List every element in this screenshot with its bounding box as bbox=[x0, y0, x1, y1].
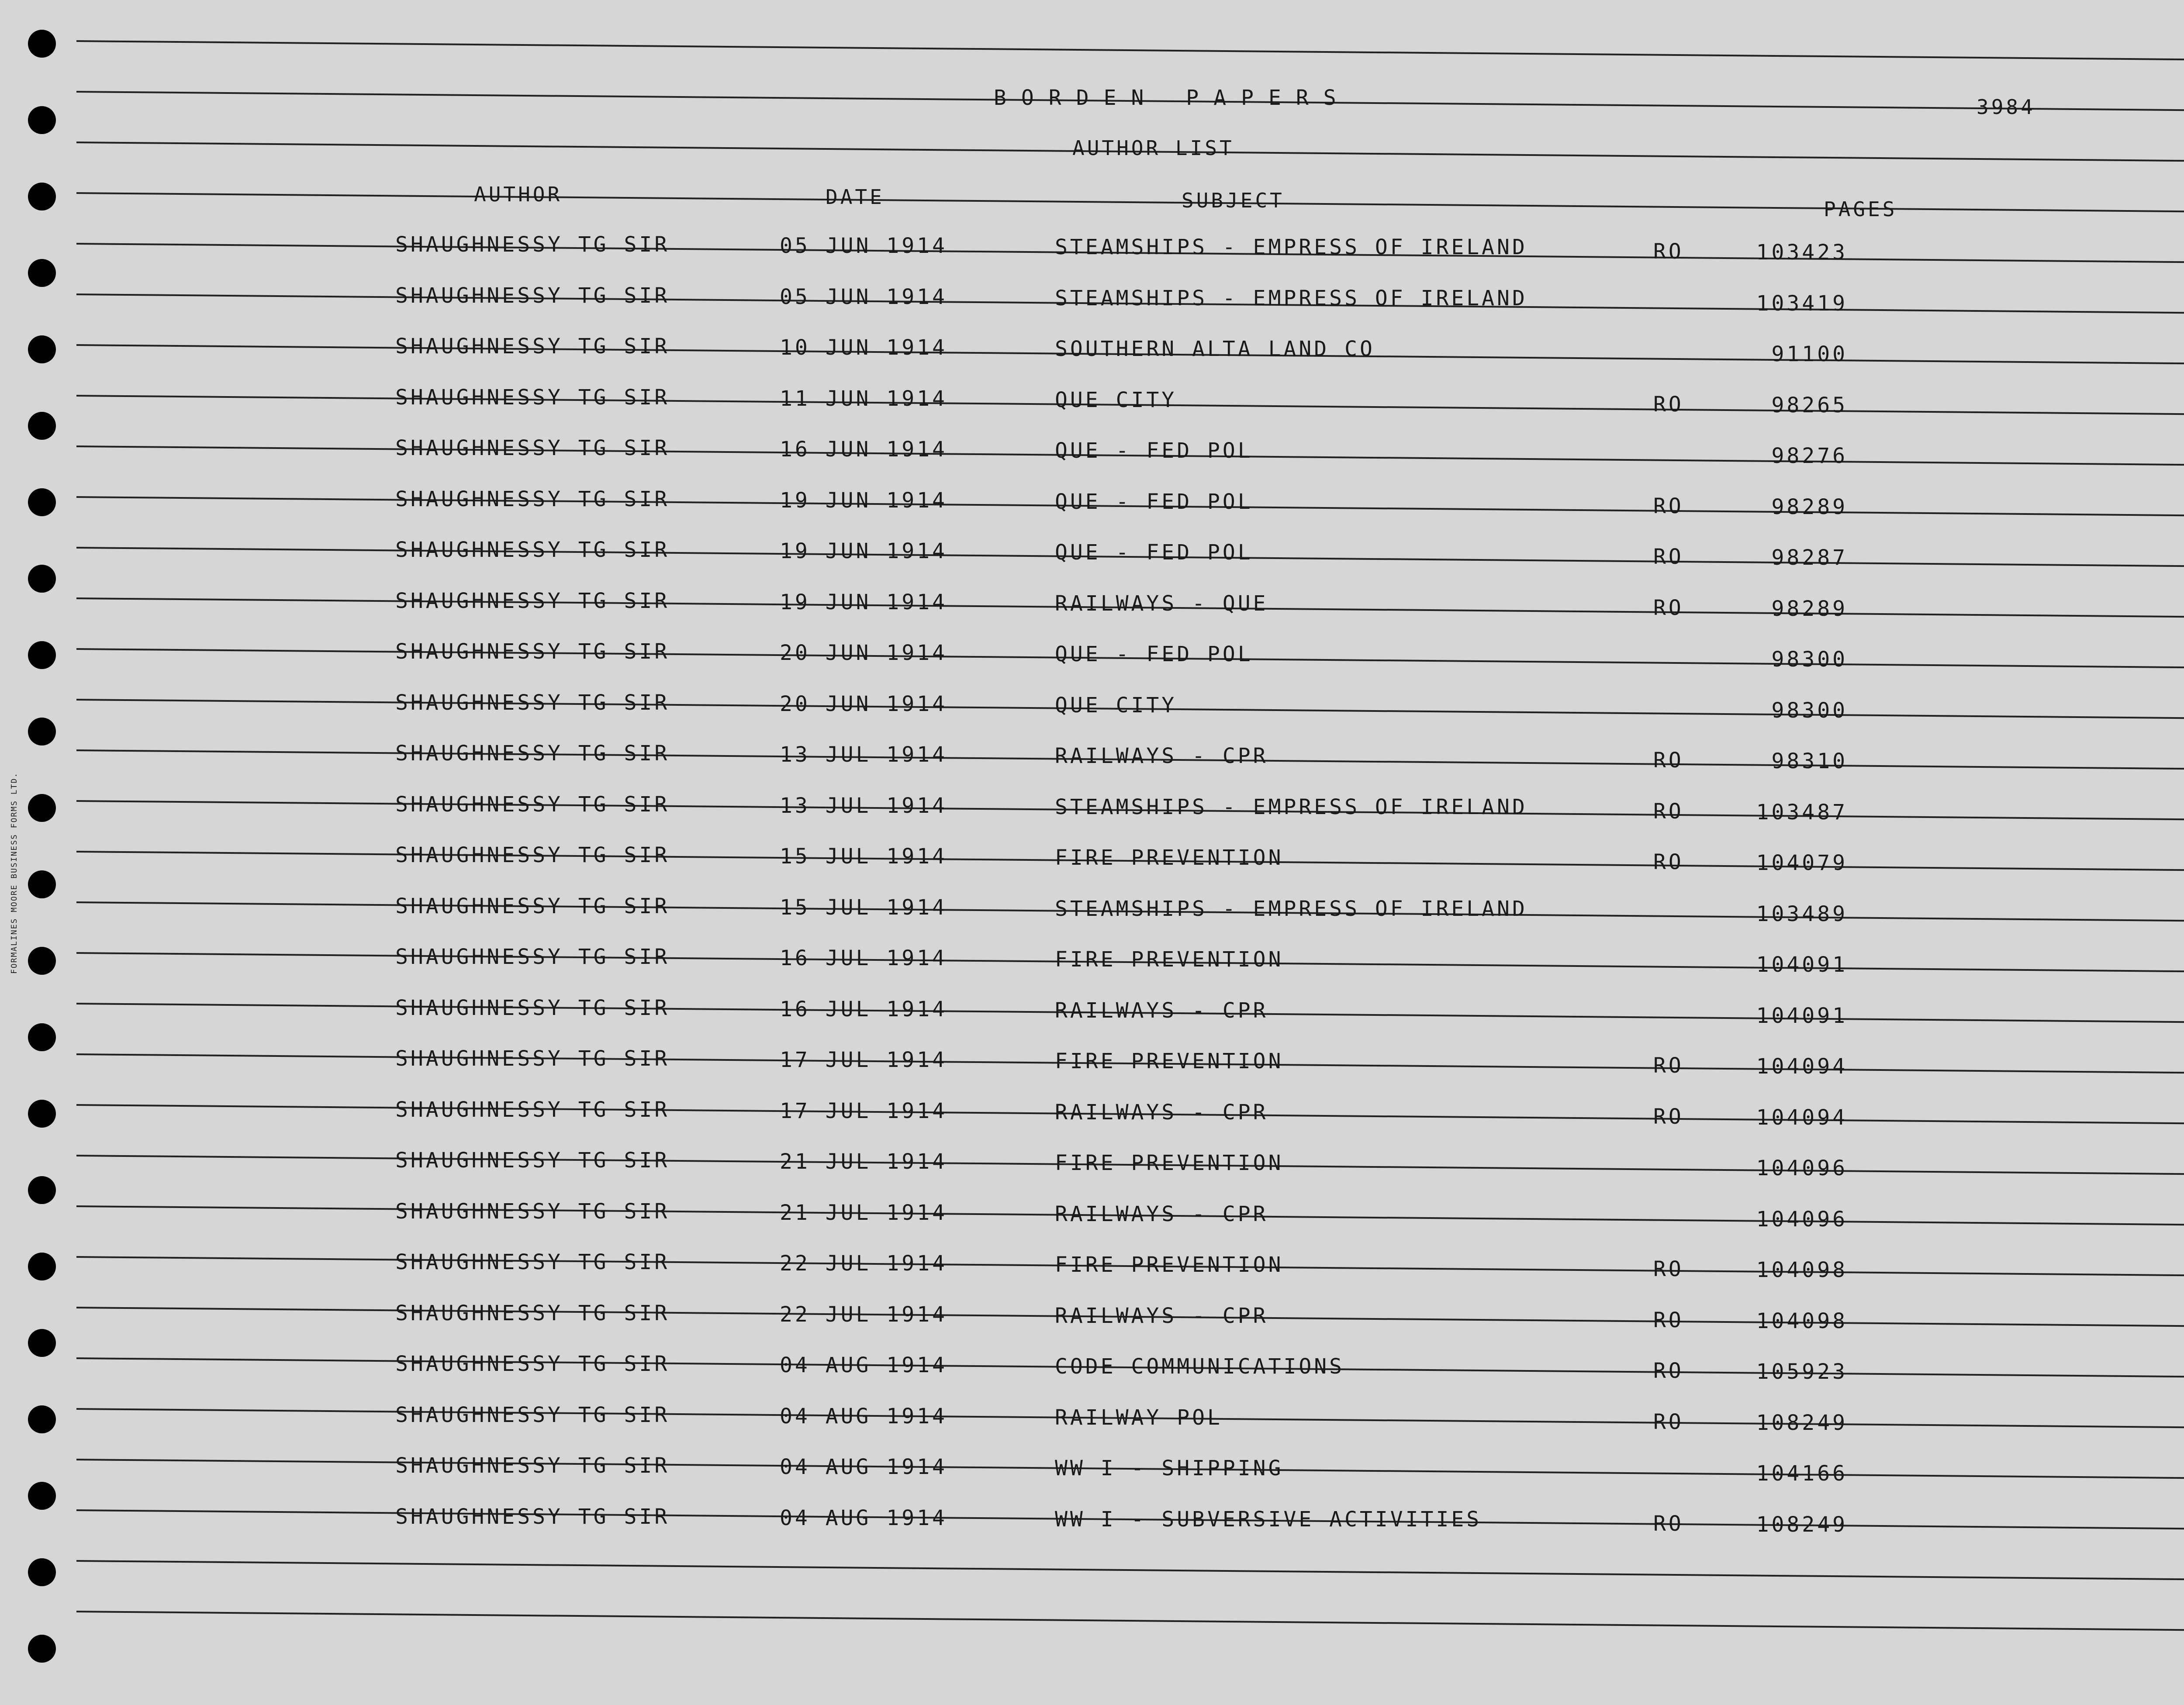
feed-hole-left bbox=[28, 30, 56, 58]
row-author: SHAUGHNESSY TG SIR bbox=[395, 1046, 670, 1071]
row-flag: RO bbox=[1653, 1257, 1684, 1281]
row-pages: 98276 bbox=[1771, 444, 1848, 468]
row-pages: 104096 bbox=[1756, 1207, 1848, 1232]
row-author: SHAUGHNESSY TG SIR bbox=[395, 538, 670, 562]
feed-hole-left bbox=[28, 488, 56, 516]
row-pages: 98300 bbox=[1771, 647, 1848, 672]
row-subject: FIRE PREVENTION bbox=[1055, 947, 1284, 972]
feed-hole-left bbox=[28, 1635, 56, 1663]
row-author: SHAUGHNESSY TG SIR bbox=[395, 1199, 670, 1224]
row-date: 13 JUL 1914 bbox=[780, 742, 947, 767]
row-date: 05 JUN 1914 bbox=[780, 284, 947, 309]
row-subject: STEAMSHIPS - EMPRESS OF IRELAND bbox=[1055, 794, 1527, 819]
feed-hole-left bbox=[28, 1558, 56, 1586]
row-flag: RO bbox=[1653, 799, 1684, 824]
row-author: SHAUGHNESSY TG SIR bbox=[395, 588, 670, 613]
row-date: 15 JUL 1914 bbox=[780, 844, 947, 869]
feed-hole-left bbox=[28, 947, 56, 975]
feed-hole-left bbox=[28, 1176, 56, 1204]
row-author: SHAUGHNESSY TG SIR bbox=[395, 945, 670, 969]
feed-hole-left bbox=[28, 1329, 56, 1357]
row-subject: QUE - FED POL bbox=[1055, 540, 1253, 565]
row-subject: SOUTHERN ALTA LAND CO bbox=[1055, 337, 1375, 361]
row-subject: FIRE PREVENTION bbox=[1055, 846, 1284, 870]
row-subject: STEAMSHIPS - EMPRESS OF IRELAND bbox=[1055, 896, 1527, 921]
row-subject: RAILWAYS - CPR bbox=[1055, 1303, 1268, 1328]
row-subject: RAILWAYS - CPR bbox=[1055, 998, 1268, 1023]
row-date: 05 JUN 1914 bbox=[780, 234, 947, 258]
feed-hole-left bbox=[28, 1405, 56, 1433]
row-date: 17 JUL 1914 bbox=[780, 1098, 947, 1123]
ruled-line bbox=[76, 40, 2184, 61]
row-author: SHAUGHNESSY TG SIR bbox=[395, 690, 670, 715]
ruled-line bbox=[76, 1560, 2184, 1581]
row-author: SHAUGHNESSY TG SIR bbox=[395, 1148, 670, 1173]
row-pages: 104094 bbox=[1756, 1054, 1848, 1079]
row-pages: 103487 bbox=[1756, 800, 1848, 825]
row-subject: RAILWAYS - CPR bbox=[1055, 1201, 1268, 1226]
row-date: 22 JUL 1914 bbox=[780, 1251, 947, 1276]
row-flag: RO bbox=[1653, 1104, 1684, 1129]
row-author: SHAUGHNESSY TG SIR bbox=[395, 232, 670, 257]
feed-hole-left bbox=[28, 870, 56, 898]
row-date: 04 AUG 1914 bbox=[780, 1353, 947, 1377]
row-date: 04 AUG 1914 bbox=[780, 1455, 947, 1479]
row-subject: RAILWAY POL bbox=[1055, 1405, 1223, 1430]
row-subject: QUE - FED POL bbox=[1055, 642, 1253, 666]
row-date: 10 JUN 1914 bbox=[780, 335, 947, 360]
row-pages: 108249 bbox=[1756, 1512, 1848, 1537]
row-pages: 98289 bbox=[1771, 494, 1848, 519]
feed-hole-left bbox=[28, 641, 56, 669]
row-subject: QUE CITY bbox=[1055, 387, 1177, 412]
row-date: 19 JUN 1914 bbox=[780, 590, 947, 614]
row-pages: 98287 bbox=[1771, 545, 1848, 570]
row-pages: 103489 bbox=[1756, 901, 1848, 926]
row-author: SHAUGHNESSY TG SIR bbox=[395, 792, 670, 817]
row-subject: WW I - SUBVERSIVE ACTIVITIES bbox=[1055, 1507, 1482, 1532]
row-flag: RO bbox=[1653, 1053, 1684, 1078]
ruled-line bbox=[76, 1611, 2184, 1631]
row-author: SHAUGHNESSY TG SIR bbox=[395, 894, 670, 918]
form-imprint: FORMALINES MOORE BUSINESS FORMS LTD. bbox=[10, 772, 19, 974]
row-pages: 104098 bbox=[1756, 1258, 1848, 1282]
row-author: SHAUGHNESSY TG SIR bbox=[395, 1097, 670, 1122]
document-title: BORDEN PAPERS bbox=[994, 86, 1351, 110]
feed-hole-left bbox=[28, 718, 56, 746]
row-author: SHAUGHNESSY TG SIR bbox=[395, 487, 670, 511]
page-number: 3984 bbox=[1977, 95, 2035, 119]
row-author: SHAUGHNESSY TG SIR bbox=[395, 741, 670, 766]
row-pages: 103419 bbox=[1756, 291, 1848, 316]
feed-hole-left bbox=[28, 335, 56, 363]
feed-hole-left bbox=[28, 1253, 56, 1280]
row-author: SHAUGHNESSY TG SIR bbox=[395, 334, 670, 359]
row-date: 22 JUL 1914 bbox=[780, 1302, 947, 1327]
row-subject: QUE - FED POL bbox=[1055, 489, 1253, 514]
row-flag: RO bbox=[1653, 1359, 1684, 1383]
column-header-date: DATE bbox=[826, 185, 885, 209]
row-date: 16 JUL 1914 bbox=[780, 946, 947, 970]
row-pages: 104094 bbox=[1756, 1105, 1848, 1130]
row-author: SHAUGHNESSY TG SIR bbox=[395, 1453, 670, 1478]
row-flag: RO bbox=[1653, 748, 1684, 773]
row-pages: 104091 bbox=[1756, 953, 1848, 977]
feed-hole-left bbox=[28, 1023, 56, 1051]
row-author: SHAUGHNESSY TG SIR bbox=[395, 1352, 670, 1376]
row-date: 16 JUN 1914 bbox=[780, 437, 947, 462]
row-date: 13 JUL 1914 bbox=[780, 793, 947, 818]
row-pages: 104091 bbox=[1756, 1003, 1848, 1028]
row-author: SHAUGHNESSY TG SIR bbox=[395, 639, 670, 664]
feed-hole-left bbox=[28, 794, 56, 822]
feed-hole-left bbox=[28, 565, 56, 593]
row-subject: QUE - FED POL bbox=[1055, 438, 1253, 463]
row-pages: 98300 bbox=[1771, 698, 1848, 723]
row-pages: 104079 bbox=[1756, 851, 1848, 875]
row-subject: FIRE PREVENTION bbox=[1055, 1049, 1284, 1073]
row-author: SHAUGHNESSY TG SIR bbox=[395, 1504, 670, 1529]
row-author: SHAUGHNESSY TG SIR bbox=[395, 1402, 670, 1427]
row-subject: STEAMSHIPS - EMPRESS OF IRELAND bbox=[1055, 286, 1527, 311]
row-date: 20 JUN 1914 bbox=[780, 691, 947, 716]
row-date: 04 AUG 1914 bbox=[780, 1404, 947, 1429]
row-subject: CODE COMMUNICATIONS bbox=[1055, 1354, 1345, 1379]
row-flag: RO bbox=[1653, 1511, 1684, 1536]
row-pages: 91100 bbox=[1771, 342, 1848, 366]
row-subject: QUE CITY bbox=[1055, 693, 1177, 718]
row-date: 19 JUN 1914 bbox=[780, 488, 947, 513]
row-flag: RO bbox=[1653, 392, 1684, 417]
row-subject: FIRE PREVENTION bbox=[1055, 1151, 1284, 1175]
row-subject: RAILWAYS - CPR bbox=[1055, 1100, 1268, 1125]
row-pages: 108249 bbox=[1756, 1410, 1848, 1435]
row-date: 15 JUL 1914 bbox=[780, 895, 947, 920]
row-pages: 104096 bbox=[1756, 1156, 1848, 1180]
row-pages: 98289 bbox=[1771, 596, 1848, 621]
row-pages: 103423 bbox=[1756, 240, 1848, 265]
row-subject: RAILWAYS - QUE bbox=[1055, 591, 1268, 616]
row-date: 21 JUL 1914 bbox=[780, 1200, 947, 1225]
row-date: 21 JUL 1914 bbox=[780, 1149, 947, 1174]
row-flag: RO bbox=[1653, 239, 1684, 264]
list-subtitle: AUTHOR LIST bbox=[1072, 136, 1234, 160]
row-pages: 105923 bbox=[1756, 1360, 1848, 1384]
column-header-subject: SUBJECT bbox=[1182, 189, 1285, 212]
row-subject: WW I - SHIPPING bbox=[1055, 1456, 1284, 1481]
row-date: 04 AUG 1914 bbox=[780, 1505, 947, 1530]
row-author: SHAUGHNESSY TG SIR bbox=[395, 843, 670, 867]
column-header-pages: PAGES bbox=[1824, 197, 1897, 221]
row-author: SHAUGHNESSY TG SIR bbox=[395, 995, 670, 1020]
feed-hole-left bbox=[28, 1482, 56, 1510]
row-author: SHAUGHNESSY TG SIR bbox=[395, 1301, 670, 1325]
feed-hole-left bbox=[28, 183, 56, 211]
feed-hole-left bbox=[28, 412, 56, 440]
row-subject: STEAMSHIPS - EMPRESS OF IRELAND bbox=[1055, 235, 1527, 259]
row-date: 16 JUL 1914 bbox=[780, 997, 947, 1022]
row-pages: 104166 bbox=[1756, 1461, 1848, 1486]
row-author: SHAUGHNESSY TG SIR bbox=[395, 436, 670, 460]
row-author: SHAUGHNESSY TG SIR bbox=[395, 283, 670, 308]
row-flag: RO bbox=[1653, 850, 1684, 874]
row-subject: RAILWAYS - CPR bbox=[1055, 744, 1268, 768]
row-flag: RO bbox=[1653, 545, 1684, 569]
feed-hole-left bbox=[28, 1100, 56, 1128]
row-author: SHAUGHNESSY TG SIR bbox=[395, 385, 670, 410]
row-flag: RO bbox=[1653, 595, 1684, 620]
row-subject: FIRE PREVENTION bbox=[1055, 1253, 1284, 1277]
feed-hole-left bbox=[28, 106, 56, 134]
row-flag: RO bbox=[1653, 1409, 1684, 1434]
row-pages: 98265 bbox=[1771, 393, 1848, 418]
row-pages: 98310 bbox=[1771, 749, 1848, 773]
column-header-author: AUTHOR bbox=[474, 183, 563, 206]
row-flag: RO bbox=[1653, 494, 1684, 518]
row-date: 11 JUN 1914 bbox=[780, 386, 947, 411]
row-author: SHAUGHNESSY TG SIR bbox=[395, 1250, 670, 1274]
row-pages: 104098 bbox=[1756, 1308, 1848, 1333]
row-flag: RO bbox=[1653, 1308, 1684, 1332]
row-date: 17 JUL 1914 bbox=[780, 1048, 947, 1072]
feed-hole-left bbox=[28, 259, 56, 287]
row-date: 20 JUN 1914 bbox=[780, 641, 947, 665]
row-date: 19 JUN 1914 bbox=[780, 539, 947, 563]
